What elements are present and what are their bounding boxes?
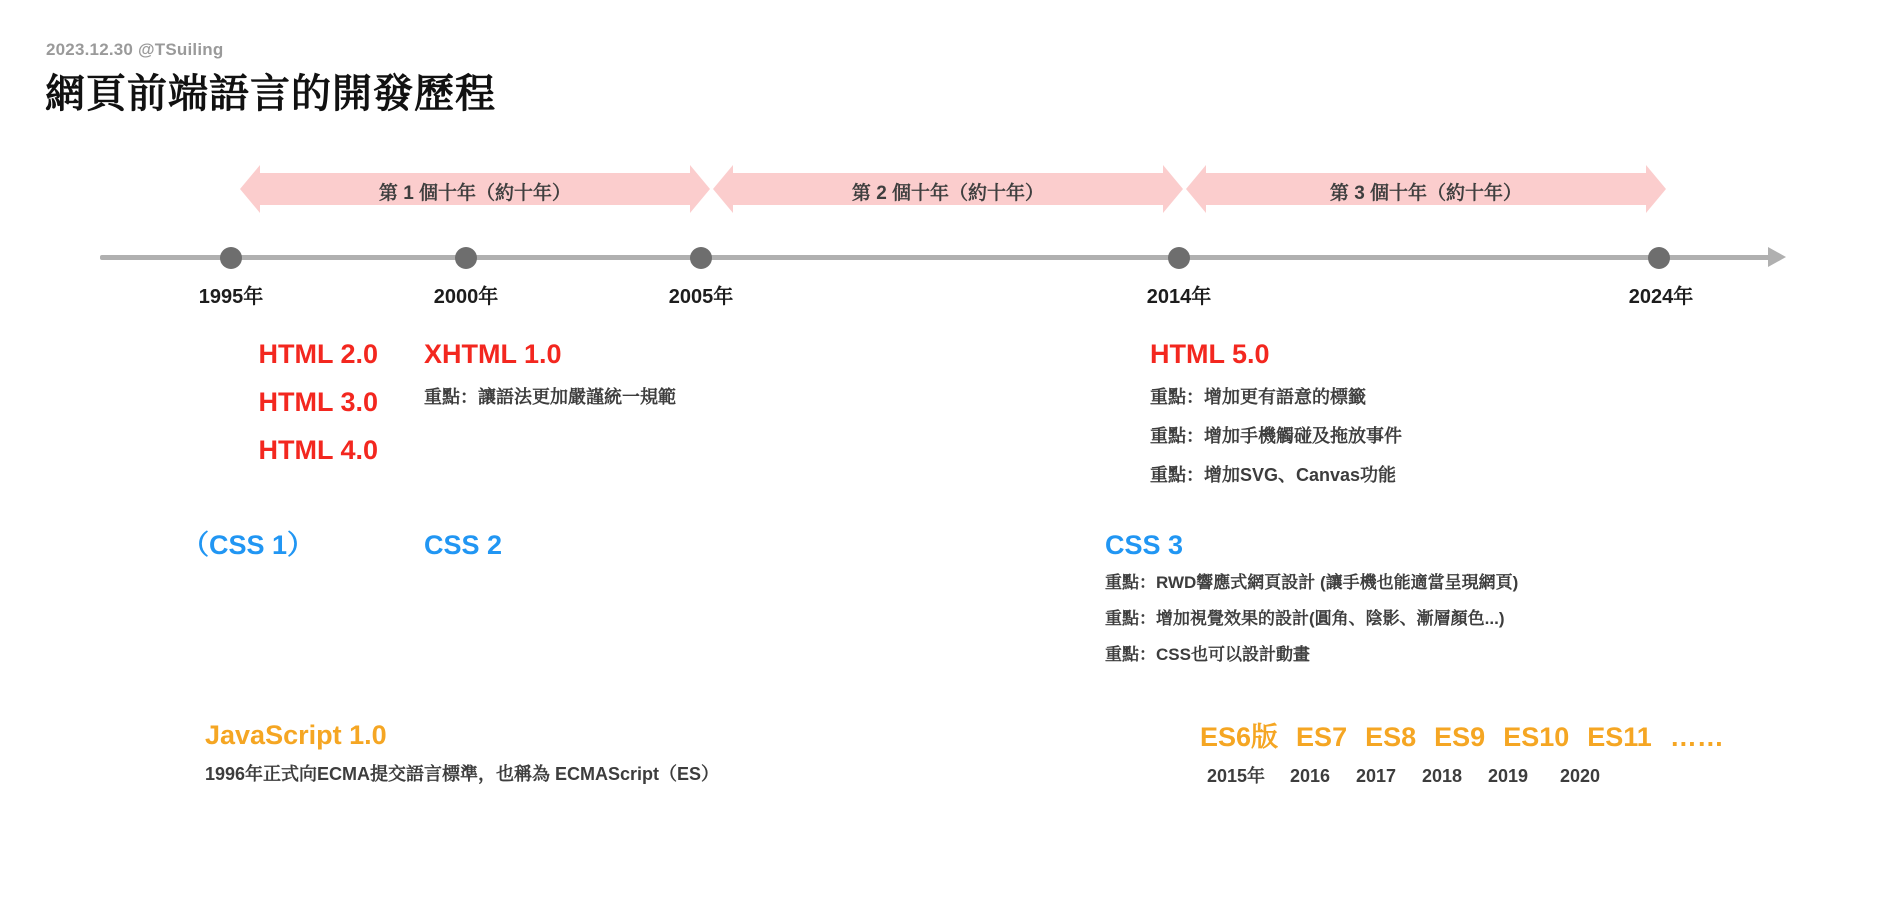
xhtml-note-1: 重點：讓語法更加嚴謹統一規範 [424, 387, 676, 407]
css3-note-1: 重點：RWD響應式網頁設計 (讓手機也能適當呈現網頁) [1105, 573, 1519, 592]
es-year-row [1200, 762, 1724, 788]
html5-note-3: 重點：增加SVG、Canvas功能 [1150, 465, 1397, 485]
decade-label-3: 第 3 個十年（約十年） [1329, 183, 1523, 204]
html-version-4: HTML 4.0 [258, 435, 378, 465]
decade-arrow-3 [1186, 165, 1666, 213]
es-year-2019: 2019 [1487, 766, 1529, 786]
timeline-tick-dot [220, 247, 242, 269]
es-year-2017: 2017 [1355, 766, 1397, 786]
es-year-2018: 2018 [1421, 766, 1463, 786]
javascript-note: 1996年正式向ECMA提交語言標準，也稱為 ECMAScript（ES） [205, 764, 720, 784]
css2-title: CSS 2 [424, 530, 503, 560]
html5-note-1: 重點：增加更有語意的標籤 [1150, 387, 1366, 407]
es-version-es10: ES10 [1503, 722, 1570, 752]
timeline-tick-label: 2024年 [1628, 286, 1694, 308]
timeline-tick-label: 2005年 [668, 286, 734, 308]
meta-line: 2023.12.30 @TSuiling [46, 40, 224, 59]
timeline-tick-label: 2000年 [433, 286, 499, 308]
timeline-tick-dot [690, 247, 712, 269]
css3-note-2: 重點：增加視覺效果的設計(圓角、陰影、漸層顏色...) [1105, 609, 1505, 628]
css3-title: CSS 3 [1105, 530, 1184, 560]
timeline-axis [100, 255, 1772, 260]
timeline-tick-dot [455, 247, 477, 269]
es-versions-group [1200, 715, 1724, 788]
timeline-tick-label: 1995年 [198, 286, 264, 308]
es-version-es6: ES6版 [1200, 722, 1279, 752]
css1-title: （CSS 1） [182, 530, 315, 560]
es-version-es7: ES7 [1296, 722, 1348, 752]
timeline-tick-dot [1648, 247, 1670, 269]
javascript-group [205, 715, 719, 794]
es-version-es9: ES9 [1434, 722, 1486, 752]
html5-era3-group [1150, 330, 1402, 495]
es-year-2016: 2016 [1289, 766, 1331, 786]
html5-note-2: 重點：增加手機觸碰及拖放事件 [1150, 426, 1402, 446]
decade-arrow-1 [240, 165, 710, 213]
xhtml-title: XHTML 1.0 [424, 339, 562, 369]
es-version-es11: ES11 [1587, 722, 1652, 752]
decade-arrow-2 [713, 165, 1183, 213]
css1-group [182, 525, 314, 565]
html5-title: HTML 5.0 [1150, 339, 1270, 369]
html-version-3: HTML 3.0 [258, 387, 378, 417]
html-version-2: HTML 2.0 [258, 339, 378, 369]
decade-label-1: 第 1 個十年（約十年） [378, 183, 572, 204]
es-version-row [1200, 715, 1724, 754]
javascript-title: JavaScript 1.0 [205, 720, 387, 750]
css3-note-3: 重點：CSS也可以設計動畫 [1105, 645, 1310, 664]
es-version-ellipsis: …… [1669, 722, 1724, 752]
es-year-2015: 2015年 [1206, 766, 1266, 786]
xhtml-era2-group [424, 330, 676, 417]
timeline-arrow-icon [1768, 247, 1786, 267]
timeline-tick-label: 2014年 [1146, 286, 1212, 308]
css2-group [424, 525, 502, 565]
es-year-2020: 2020 [1559, 766, 1601, 786]
timeline-tick-dot [1168, 247, 1190, 269]
page-title: 網頁前端語言的開發歷程 [45, 72, 496, 116]
html-era1-group [100, 330, 378, 474]
decade-label-2: 第 2 個十年（約十年） [851, 183, 1045, 204]
css3-group [1105, 525, 1518, 673]
es-version-es8: ES8 [1365, 722, 1417, 752]
